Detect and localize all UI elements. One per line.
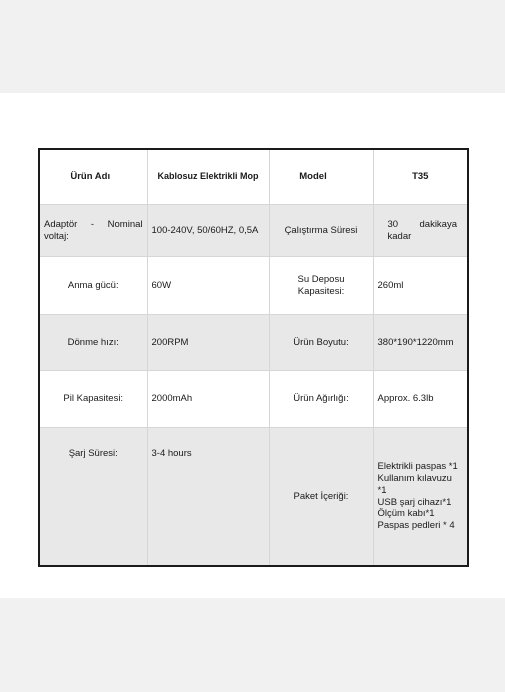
list-item: Paspas pedleri * 4 [377,520,455,532]
list-item: USB şarj cihazı*1 [377,496,452,508]
table-row [39,205,468,257]
table-row [39,428,468,567]
spec-label-water-tank: Su Deposu Kapasitesi: [269,257,373,315]
spec-value-speed: 200RPM [147,315,269,371]
package-list [378,461,464,532]
spec-value-battery: 2000mAh [147,371,269,428]
spec-label-charge-time: Şarj Süresi: [39,428,147,567]
spec-label-size: Ürün Boyutu: [269,315,373,371]
table-row [39,315,468,371]
spec-label-speed: Dönme hızı: [39,315,147,371]
header-product-name-label: Ürün Adı [39,149,147,205]
spec-value-adapter: 100-240V, 50/60HZ, 0,5A [147,205,269,257]
spec-label-runtime: Çalıştırma Süresi [269,205,373,257]
list-item: Ölçüm kabı*1 [377,508,435,520]
header-product-name-value: Kablosuz Elektrikli Mop [147,149,269,205]
spec-value-size: 380*190*1220mm [373,315,468,371]
header-model-label: Model [269,149,373,205]
spec-value-water-tank: 260ml [373,257,468,315]
spec-value-package [373,428,468,567]
spec-value-runtime: 30 dakikaya kadar [373,205,468,257]
spec-label-weight: Ürün Ağırlığı: [269,371,373,428]
table-header-row [39,149,468,205]
header-model-value: T35 [373,149,468,205]
spec-value-charge-time: 3-4 hours [147,428,269,567]
table-row [39,257,468,315]
spec-label-battery: Pil Kapasitesi: [39,371,147,428]
spec-value-weight: Approx. 6.3lb [373,371,468,428]
spec-label-package: Paket İçeriği: [269,428,373,567]
table-row [39,371,468,428]
spec-table [38,148,469,567]
spec-value-power: 60W [147,257,269,315]
list-item: Kullanım kılavuzu *1 [377,472,452,496]
list-item: Elektrikli paspas *1 [377,460,458,472]
spec-label-power: Anma gücü: [39,257,147,315]
spec-label-adapter: Adaptör - Nominal voltaj: [39,205,147,257]
